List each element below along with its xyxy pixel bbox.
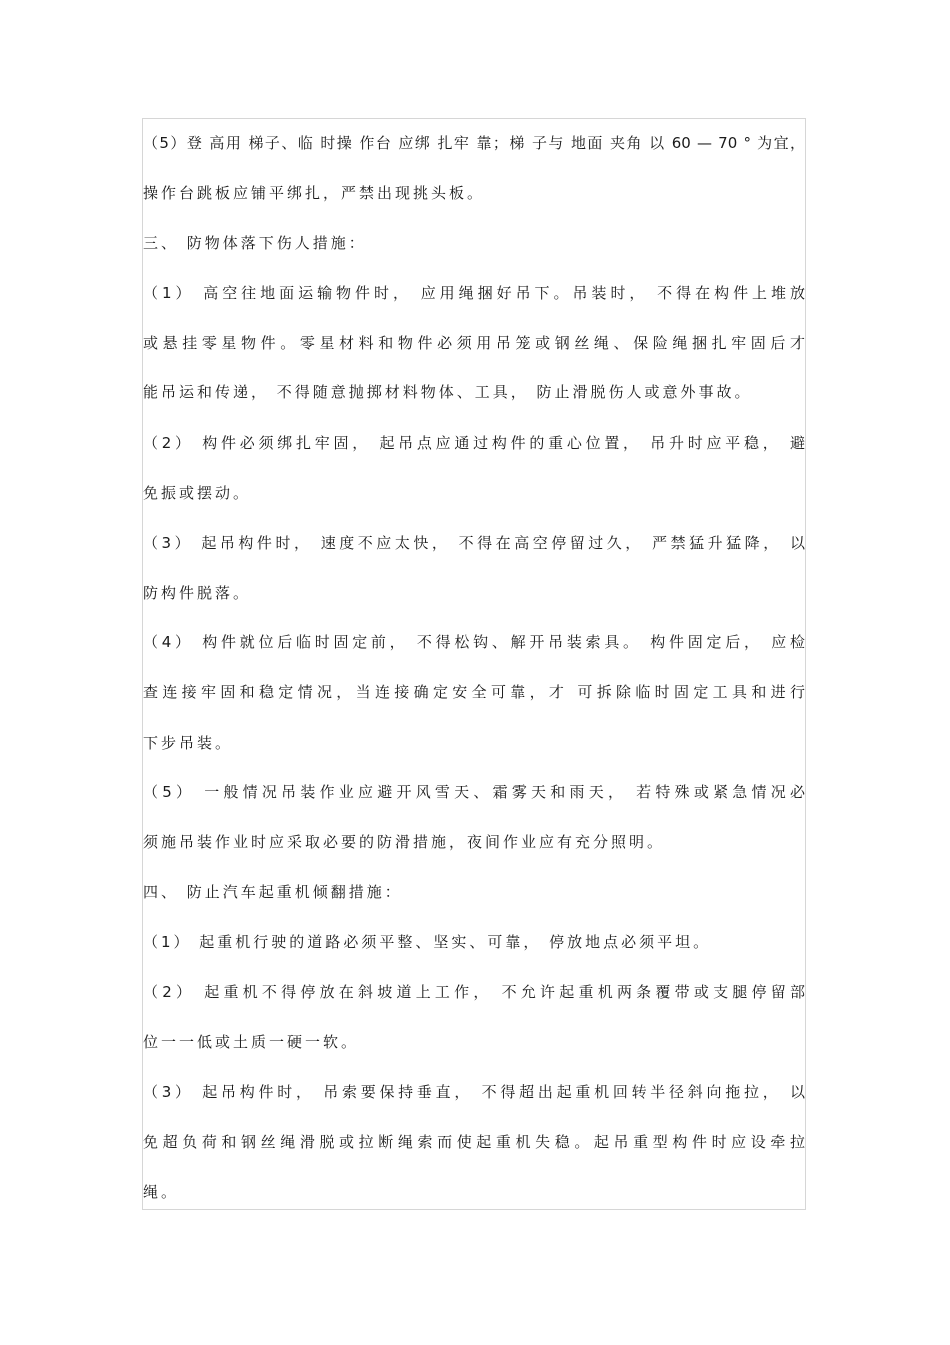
text-line: 查连接牢固和稳定情况，当连接确定安全可靠，才 可拆除临时固定工具和进行 — [143, 683, 805, 701]
text-line: 位一一低或土质一硬一软。 — [143, 1033, 360, 1051]
text-line: 下步吊装。 — [143, 734, 234, 752]
text-line: 防构件脱落。 — [143, 584, 252, 602]
text-line: 能吊运和传递， 不得随意抛掷材料物体、工具， 防止滑脱伤人或意外事故。 — [143, 383, 753, 401]
text-line: （3） 起吊构件时， 速度不应太快， 不得在高空停留过久， 严禁猛升猛降， 以 — [143, 534, 805, 552]
text-line: （1） 起重机行驶的道路必须平整、坚实、可靠， 停放地点必须平坦。 — [143, 933, 712, 951]
text-line: 免振或摆动。 — [143, 484, 252, 502]
text-line: （5） 一般情况吊装作业应避开风雪天、霜雾天和雨天， 若特殊或紧急情况必 — [143, 783, 805, 801]
section-heading: 四、 防止汽车起重机倾翻措施： — [143, 883, 403, 901]
text-line: 操作台跳板应铺平绑扎，严禁出现挑头板。 — [143, 184, 486, 202]
text-line: （5）登 高用 梯子、临 时操 作台 应绑 扎牢 靠；梯 子与 地面 夹角 以 60 — 70 ° 为宜， — [143, 134, 805, 152]
text-line: （2） 起重机不得停放在斜坡道上工作， 不允许起重机两条覆带或支腿停留部 — [143, 983, 805, 1001]
text-line: （1） 高空往地面运输物件时， 应用绳捆好吊下。吊装时， 不得在构件上堆放 — [143, 284, 805, 302]
text-line: （2） 构件必须绑扎牢固， 起吊点应通过构件的重心位置， 吊升时应平稳， 避 — [143, 434, 805, 452]
text-line: 免超负荷和钢丝绳滑脱或拉断绳索而使起重机失稳。起吊重型构件时应设牵拉 — [143, 1133, 805, 1151]
text-line: （3） 起吊构件时， 吊索要保持垂直， 不得超出起重机回转半径斜向拖拉， 以 — [143, 1083, 805, 1101]
text-line: （4） 构件就位后临时固定前， 不得松钩、解开吊装索具。 构件固定后， 应检 — [143, 633, 805, 651]
section-heading: 三、 防物体落下伤人措施： — [143, 234, 367, 252]
text-line: 须施吊装作业时应采取必要的防滑措施，夜间作业应有充分照明。 — [143, 833, 666, 851]
text-line: 或悬挂零星物件。零星材料和物件必须用吊笼或钢丝绳、保险绳捆扎牢固后才 — [143, 334, 805, 352]
text-line: 绳。 — [143, 1183, 180, 1201]
